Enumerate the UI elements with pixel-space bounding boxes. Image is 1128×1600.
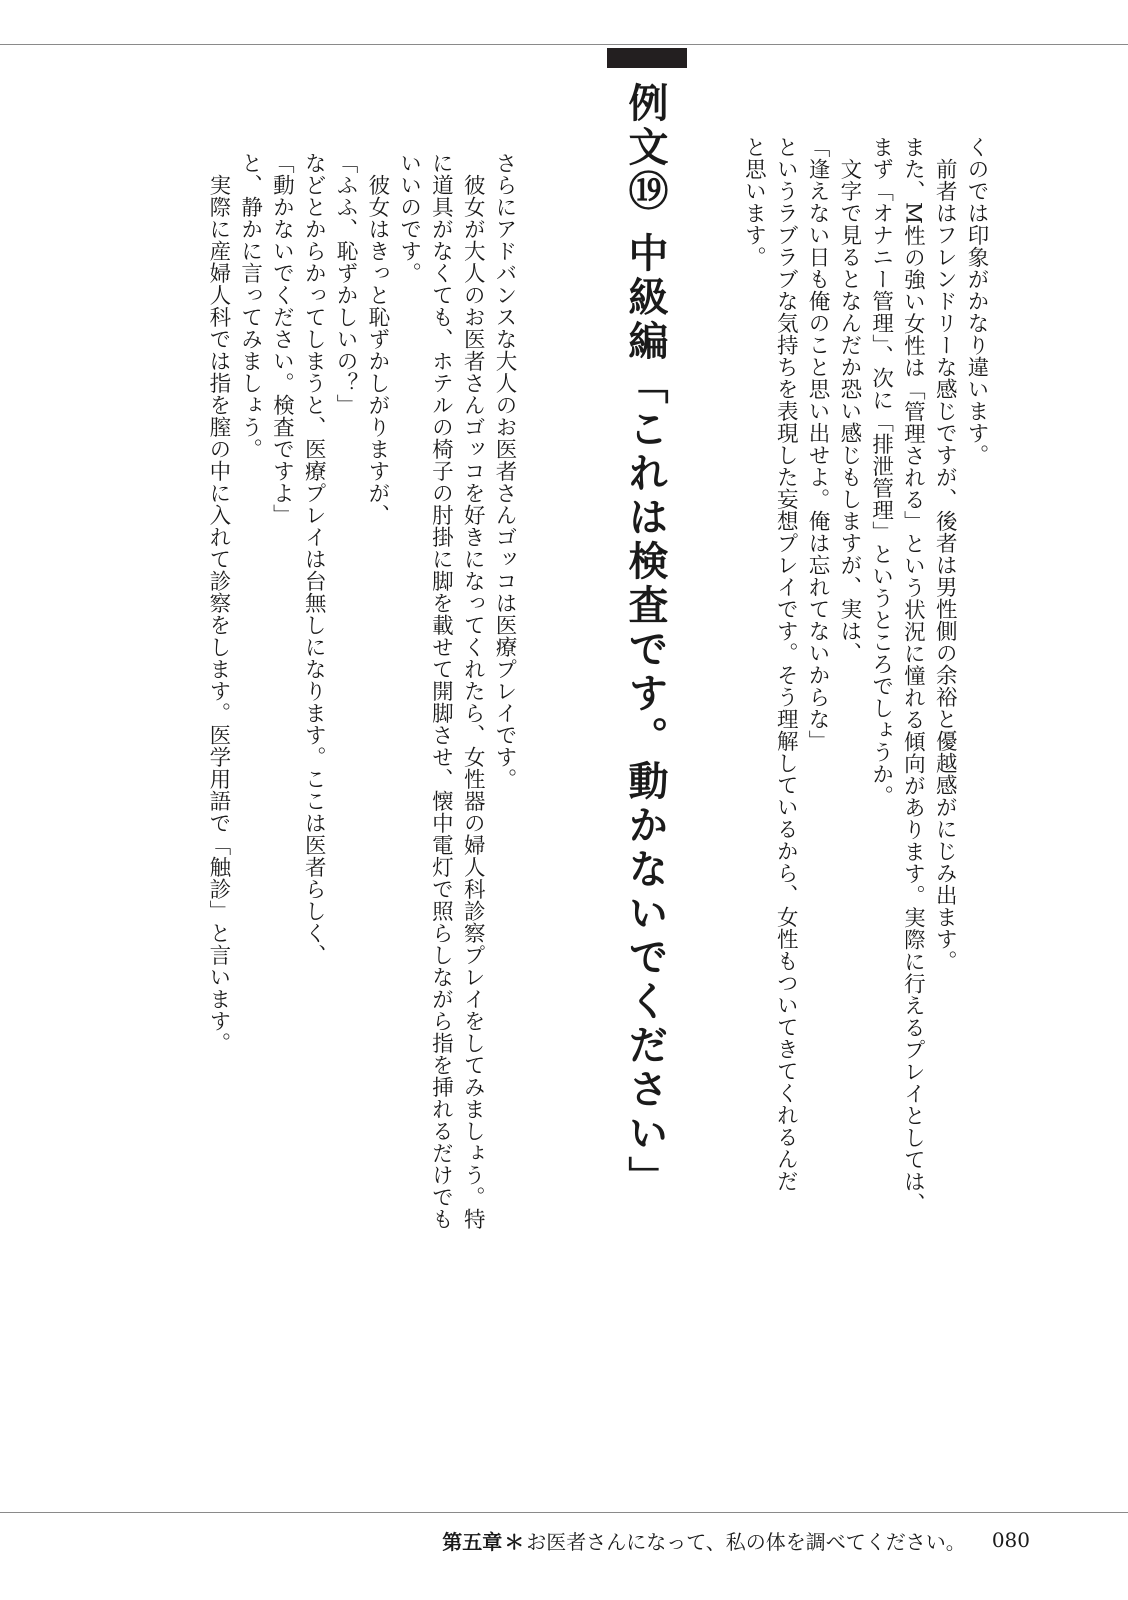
paragraph-line: 実際に産婦人科では指を膣の中に入れて診察をします。医学用語で「触診」と言います。 (205, 174, 231, 1054)
paragraph-line: というラブラブな気持ちを表現した妄想プレイです。そう理解しているから、女性もついてきてくれるんだ (773, 136, 799, 1192)
text-block-right (738, 136, 992, 1236)
paragraph-line: 「逢えない日も俺のこと思い出せよ。俺は忘れてないからな」 (805, 136, 831, 752)
paragraph-line: まず「オナニー管理」、次に「排泄管理」というところでしょうか。 (868, 136, 894, 808)
paragraph-line: と、静かに言ってみましょう。 (237, 152, 263, 460)
page-number: 080 (991, 1528, 1030, 1552)
chapter-label: 第五章 (442, 1529, 503, 1554)
paragraph-line: 「動かないでください。検査ですよ」 (269, 152, 295, 526)
paragraph-line: 「ふふ、恥ずかしいの？」 (333, 152, 359, 416)
section-heading: 例文⑲ 中級編「これは検査です。動かないでください」 (622, 82, 669, 1200)
paragraph-line: 文字で見るとなんだか恐い感じもしますが、実は、 (836, 158, 862, 664)
paragraph-line: などとからかってしまうと、医療プレイは台無しになります。ここは医者らしく、 (301, 152, 327, 966)
paragraph-line: 彼女はきっと恥ずかしがりますが、 (364, 174, 390, 526)
paragraph-line: 前者はフレンドリーな感じですが、後者は男性側の余裕と優越感がにじみ出ます。 (932, 158, 958, 972)
chapter-title: お医者さんになって、私の体を調べてください。 (526, 1529, 966, 1554)
heading-bar (607, 48, 687, 68)
text-block-left (130, 152, 520, 1252)
paragraph-line: いいのです。 (396, 152, 422, 284)
paragraph-line: さらにアドバンスな大人のお医者さんゴッコは医療プレイです。 (492, 152, 517, 790)
footer-title (442, 1526, 966, 1555)
running-footer (442, 1522, 1030, 1558)
paragraph-line: また、M性の強い女性は「管理される」という状況に憧れる傾向があります。実際に行えるプレイとしては、 (900, 136, 926, 1215)
top-rule (0, 44, 1128, 45)
paragraph-line: と思います。 (741, 136, 767, 268)
bottom-rule (0, 1512, 1128, 1513)
star-separator: ＊ (504, 1529, 525, 1554)
paragraph-line: 彼女が大人のお医者さんゴッコを好きになってくれたら、女性器の婦人科診察プレイをしてみましょう。特 (460, 174, 486, 1230)
paragraph-line: に道具がなくても、ホテルの椅子の肘掛に脚を載せて開脚させ、懐中電灯で照らしながら指を挿れるだけでも (428, 152, 454, 1230)
paragraph-line: くのでは印象がかなり違います。 (964, 136, 989, 466)
